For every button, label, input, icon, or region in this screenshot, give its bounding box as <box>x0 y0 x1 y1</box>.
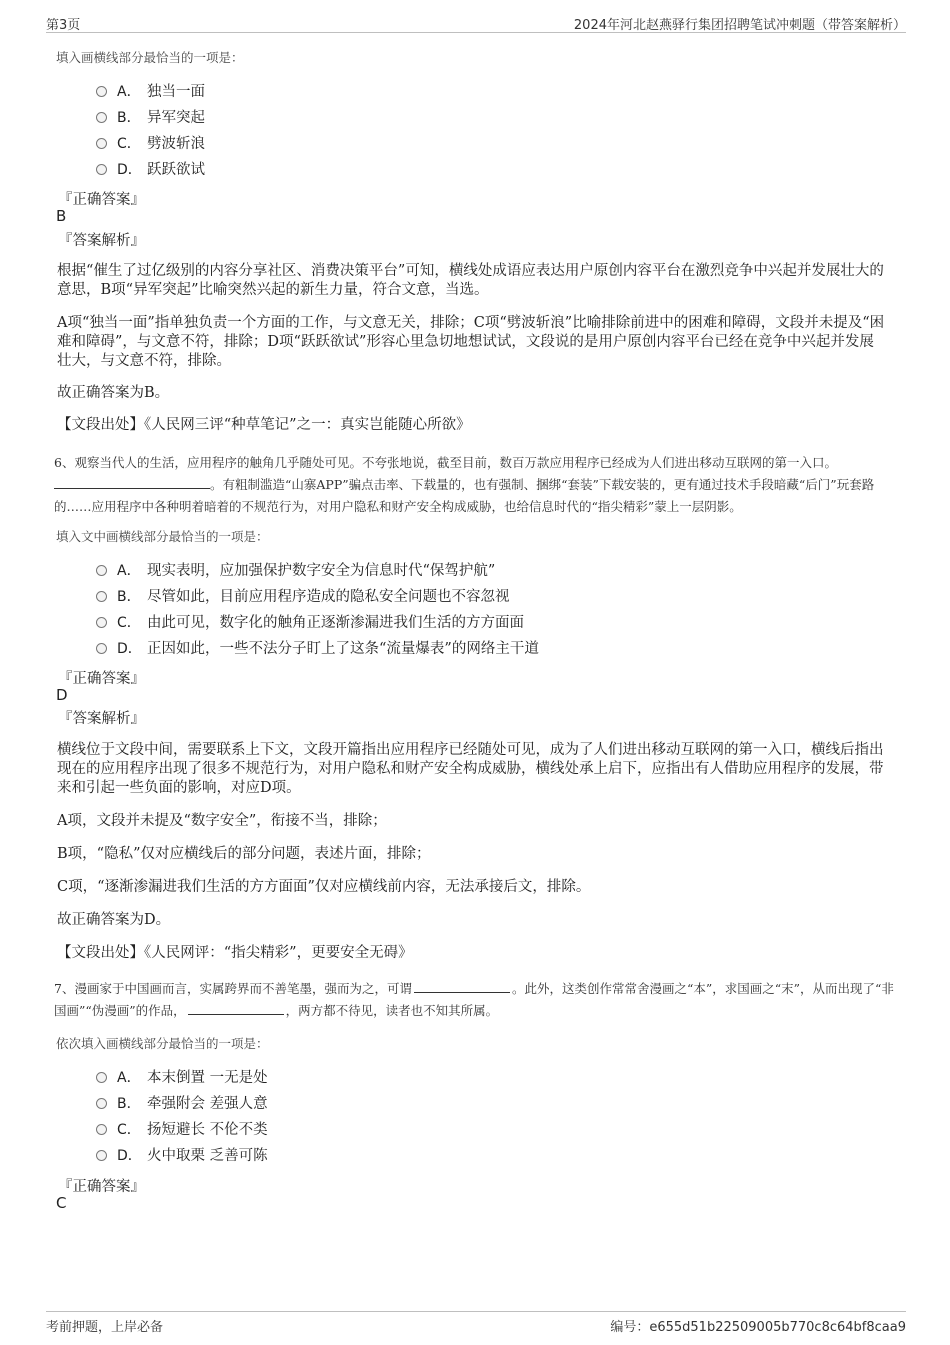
q5-analysis-label: 『答案解析』 <box>58 233 145 249</box>
fill-blank <box>414 980 510 993</box>
q6-answer-label: 『正确答案』 <box>58 671 145 687</box>
q7-answer-label: 『正确答案』 <box>58 1179 145 1195</box>
q6-prompt: 填入文中画横线部分最恰当的一项是： <box>56 529 269 544</box>
fill-blank <box>188 1002 284 1015</box>
q6-analysis-paragraph: A项，文段并未提及“数字安全”，衔接不当，排除； <box>57 813 387 829</box>
q7-option-c[interactable]: C． 扬短避长 不伦不类 <box>96 1120 268 1140</box>
radio-icon[interactable] <box>96 643 107 654</box>
q5-prompt: 填入画横线部分最恰当的一项是： <box>56 50 244 65</box>
q5-option-c[interactable]: C． 劈波斩浪 <box>96 134 205 154</box>
q6-option-b[interactable]: B． 尽管如此，目前应用程序造成的隐私安全问题也不容忽视 <box>96 587 510 607</box>
q5-option-a[interactable]: A． 独当一面 <box>96 82 205 102</box>
radio-icon[interactable] <box>96 617 107 628</box>
q6-analysis-paragraph: C项，“逐渐渗漏进我们生活的方方面面”仅对应横线前内容，无法承接后文，排除。 <box>57 879 591 895</box>
radio-icon[interactable] <box>96 1072 107 1083</box>
q6-option-c[interactable]: C． 由此可见，数字化的触角正逐渐渗漏进我们生活的方方面面 <box>96 613 524 633</box>
radio-icon[interactable] <box>96 565 107 576</box>
page-number: 第3页 <box>46 18 81 33</box>
q5-answer: B <box>56 207 67 225</box>
q5-analysis-paragraph: A项“独当一面”指单独负责一个方面的工作，与文意无关，排除；C项“劈波斩浪”比喻排除前进中的困难和障碍，文段并未提及“困难和障碍”，与文意不符，排除；D项“跃跃欲试”形容心里急切地想试试，文段说的是用户原创内容平台已经在竞争中兴起并发展壮大，与文意不符，排除。 <box>57 315 885 369</box>
radio-icon[interactable] <box>96 86 107 97</box>
radio-icon[interactable] <box>96 1150 107 1161</box>
q6-answer: D <box>56 686 68 704</box>
q6-source: 【文段出处】《人民网评：“指尖精彩”，更要安全无碍》 <box>57 945 413 961</box>
radio-icon[interactable] <box>96 1098 107 1109</box>
radio-icon[interactable] <box>96 164 107 175</box>
radio-icon[interactable] <box>96 591 107 602</box>
q6-option-a[interactable]: A． 现实表明，应加强保护数字安全为信息时代“保驾护航” <box>96 561 495 581</box>
q6-analysis-paragraph: B项，“隐私”仅对应横线后的部分问题，表述片面，排除； <box>57 846 431 862</box>
q7-answer: C <box>56 1194 67 1212</box>
q6-stem: 6、观察当代人的生活，应用程序的触角几乎随处可见。不夸张地说，截至目前，数百万款应用程序已经成为人们进出移动互联网的第一入口。 。有粗制滥造“山寨APP”骗点击率、下载量的，也有强制、捆绑“套装”下载安装的，更有通过技术手段暗藏“后门”玩套路的……应用程序中各种明着暗着的不规范行为，对用户隐私和财产安全构成威胁，也给信息时代的“指尖精彩”蒙上一层阴影。 <box>54 455 875 514</box>
q5-option-b[interactable]: B． 异军突起 <box>96 108 205 128</box>
q6-analysis-paragraph: 故正确答案为D。 <box>57 912 171 928</box>
q7-stem: 7、漫画家于中国画而言，实属跨界而不善笔墨，强而为之，可谓 。此外，这类创作常常舍漫画之“本”，求国画之“末”，从而出现了“非国画”“伪漫画”的作品， ，两方都不待见，读者也不知其所属。 <box>54 981 894 1018</box>
document-id: 编号：e655d51b22509005b770c8c64bf8caa9 <box>610 1320 906 1335</box>
q7-option-b[interactable]: B． 牵强附会 差强人意 <box>96 1094 268 1114</box>
q5-source: 【文段出处】《人民网三评“种草笔记”之一：真实岂能随心所欲》 <box>57 417 471 433</box>
q5-analysis-paragraph: 故正确答案为B。 <box>57 385 170 401</box>
q6-analysis-label: 『答案解析』 <box>58 711 145 727</box>
page-footer <box>46 1311 906 1340</box>
page-header <box>46 12 906 33</box>
q6-option-d[interactable]: D． 正因如此，一些不法分子盯上了这条“流量爆表”的网络主干道 <box>96 639 539 659</box>
footer-slogan: 考前押题，上岸必备 <box>46 1320 164 1335</box>
radio-icon[interactable] <box>96 138 107 149</box>
fill-blank <box>54 476 210 489</box>
q7-option-a[interactable]: A． 本末倒置 一无是处 <box>96 1068 268 1088</box>
q5-option-d[interactable]: D． 跃跃欲试 <box>96 160 205 180</box>
q7-prompt: 依次填入画横线部分最恰当的一项是： <box>56 1036 269 1051</box>
q7-option-d[interactable]: D． 火中取栗 乏善可陈 <box>96 1146 268 1166</box>
q5-answer-label: 『正确答案』 <box>58 192 145 208</box>
radio-icon[interactable] <box>96 1124 107 1135</box>
document-title: 2024年河北赵燕驿行集团招聘笔试冲刺题（带答案解析） <box>573 18 906 33</box>
radio-icon[interactable] <box>96 112 107 123</box>
q6-analysis-paragraph: 横线位于文段中间，需要联系上下文，文段开篇指出应用程序已经随处可见，成为了人们进出移动互联网的第一入口，横线后指出现在的应用程序出现了很多不规范行为，对用户隐私和财产安全构成威胁，横线处承上启下，应指出有人借助应用程序的发展，带来和引起一些负面的影响，对应D项。 <box>57 742 884 796</box>
q5-analysis-paragraph: 根据“催生了过亿级别的内容分享社区、消费决策平台”可知，横线处成语应表达用户原创内容平台在激烈竞争中兴起并发展壮大的意思，B项“异军突起”比喻突然兴起的新生力量，符合文意，当选。 <box>57 263 884 298</box>
